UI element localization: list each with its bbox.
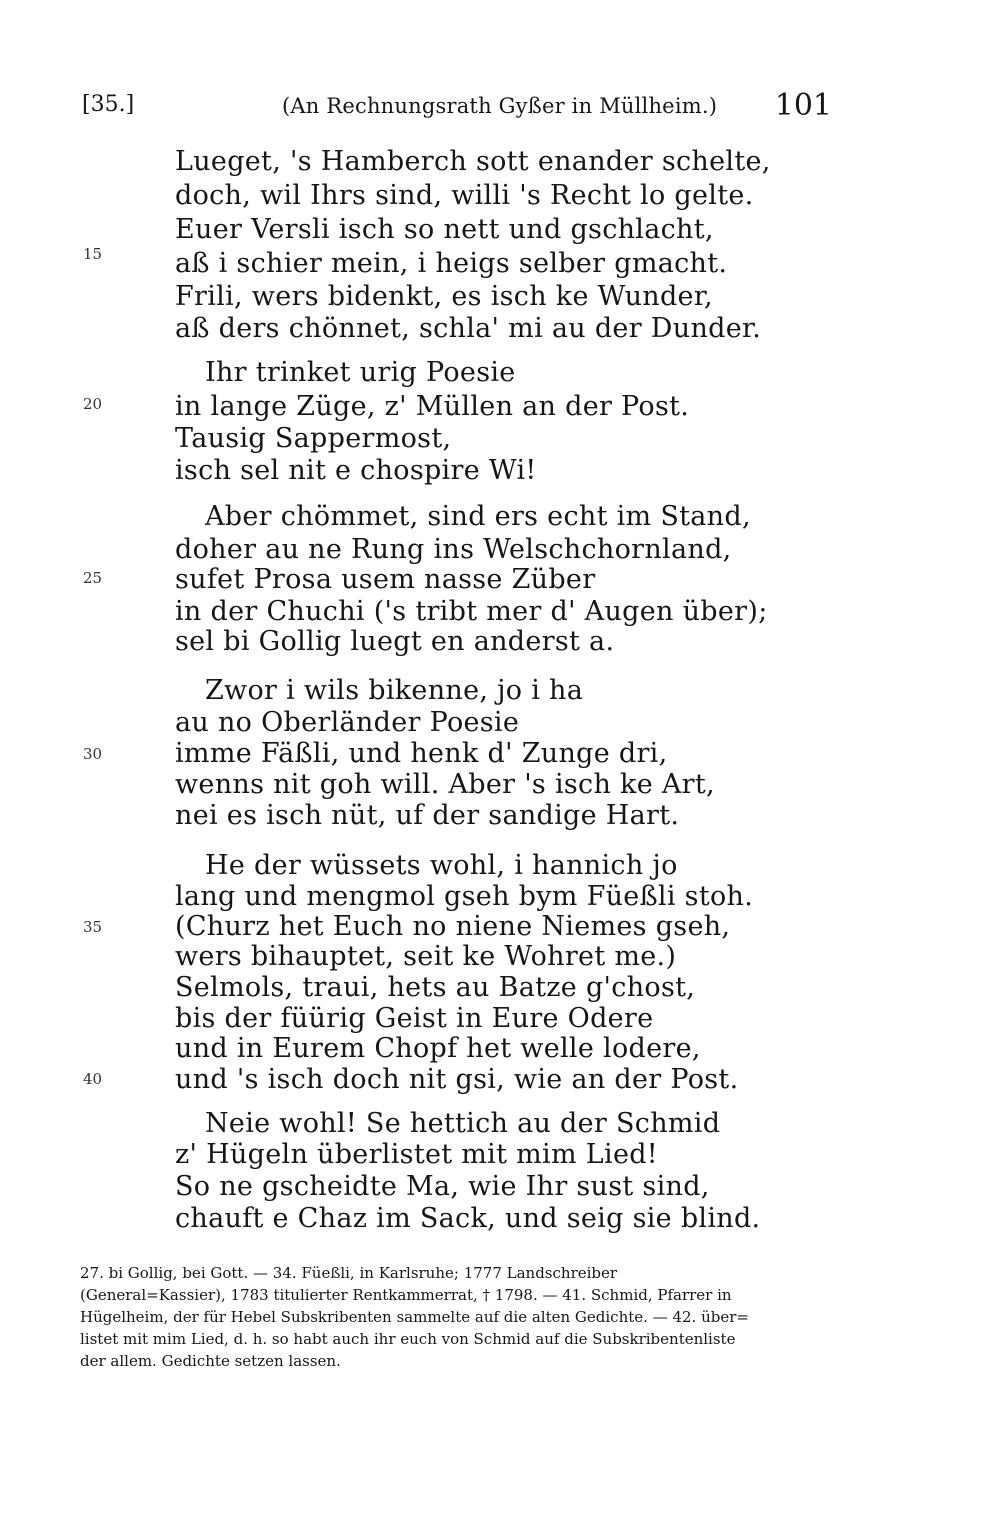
verse-line: Lueget, 's Hamberch sott enander schelte, bbox=[175, 146, 771, 177]
footnotes bbox=[80, 1262, 840, 1372]
footnote-line: Hügelheim, der für Hebel Subskribenten sammelte auf die alten Gedichte. — 42. über= bbox=[80, 1308, 749, 1326]
line-number: 35 bbox=[83, 918, 103, 936]
verse-line: und 's isch doch nit gsi, wie an der Post. bbox=[175, 1064, 739, 1095]
verse-line: (Churz het Euch no niene Niemes gseh, bbox=[175, 911, 731, 942]
verse-line: Frili, wers bidenkt, es isch ke Wunder, bbox=[175, 281, 713, 312]
verse-line: nei es isch nüt, uf der sandige Hart. bbox=[175, 800, 680, 831]
running-header bbox=[0, 88, 1000, 128]
verse-line: in lange Züge, z' Müllen an der Post. bbox=[175, 391, 690, 422]
footnote-line: listet mit mim Lied, d. h. so habt auch ihr euch von Schmid auf die Subskribentenliste bbox=[80, 1330, 736, 1348]
verse-line: He der wüssets wohl, i hannich jo bbox=[205, 850, 678, 881]
line-number: 25 bbox=[83, 569, 103, 587]
verse-line: Tausig Sappermost, bbox=[175, 423, 452, 454]
verse-line: wers bihauptet, seit ke Wohret me.) bbox=[175, 941, 677, 972]
running-title: (An Rechnungsrath Gyßer in Müllheim.) bbox=[282, 94, 718, 118]
verse-line: Zwor i wils bikenne, jo i ha bbox=[205, 675, 584, 706]
line-number: 20 bbox=[83, 395, 103, 413]
verse-line: chauft e Chaz im Sack, und seig sie blind. bbox=[175, 1203, 761, 1234]
verse-line: z' Hügeln überlistet mit mim Lied! bbox=[175, 1139, 658, 1170]
verse-line: au no Oberländer Poesie bbox=[175, 707, 520, 738]
verse-line: sufet Prosa usem nasse Züber bbox=[175, 564, 596, 595]
verse-line: Ihr trinket urig Poesie bbox=[205, 357, 516, 388]
verse-line: Euer Versli isch so nett und gschlacht, bbox=[175, 214, 714, 245]
verse-line: Selmols, traui, hets au Batze g'chost, bbox=[175, 972, 696, 1003]
verse-line: doher au ne Rung ins Welschchornland, bbox=[175, 534, 732, 565]
verse-line: wenns nit goh will. Aber 's isch ke Art, bbox=[175, 769, 715, 800]
verse-line: Neie wohl! Se hettich au der Schmid bbox=[205, 1108, 721, 1139]
verse-line: imme Fäßli, und henk d' Zunge dri, bbox=[175, 738, 668, 769]
verse-line: isch sel nit e chospire Wi! bbox=[175, 455, 537, 486]
verse-line: doch, wil Ihrs sind, willi 's Recht lo gelte. bbox=[175, 180, 754, 211]
line-number: 40 bbox=[83, 1070, 103, 1088]
page-number: 101 bbox=[774, 88, 832, 123]
line-number: 30 bbox=[83, 745, 103, 763]
footnote-line: (General=Kassier), 1783 titulierter Rentkammerrat, † 1798. — 41. Schmid, Pfarrer in bbox=[80, 1286, 732, 1304]
verse-line: sel bi Gollig luegt en anderst a. bbox=[175, 626, 615, 657]
line-number: 15 bbox=[83, 245, 103, 263]
verse-line: So ne gscheidte Ma, wie Ihr sust sind, bbox=[175, 1171, 710, 1202]
verse-line: Aber chömmet, sind ers echt im Stand, bbox=[205, 501, 751, 532]
footnote-line: 27. bi Gollig, bei Gott. — 34. Füeßli, in Karlsruhe; 1777 Landschreiber bbox=[80, 1264, 618, 1282]
section-marker: [35.] bbox=[82, 92, 135, 117]
verse-line: aß ders chönnet, schla' mi au der Dunder. bbox=[175, 313, 762, 344]
footnote-line: der allem. Gedichte setzen lassen. bbox=[80, 1352, 341, 1370]
verse-line: lang und mengmol gseh bym Füeßli stoh. bbox=[175, 881, 754, 912]
verse-line: in der Chuchi ('s tribt mer d' Augen über); bbox=[175, 596, 768, 627]
verse-line: bis der füürig Geist in Eure Odere bbox=[175, 1003, 654, 1034]
verse-line: und in Eurem Chopf het welle lodere, bbox=[175, 1033, 701, 1064]
verse-line: aß i schier mein, i heigs selber gmacht. bbox=[175, 248, 728, 279]
